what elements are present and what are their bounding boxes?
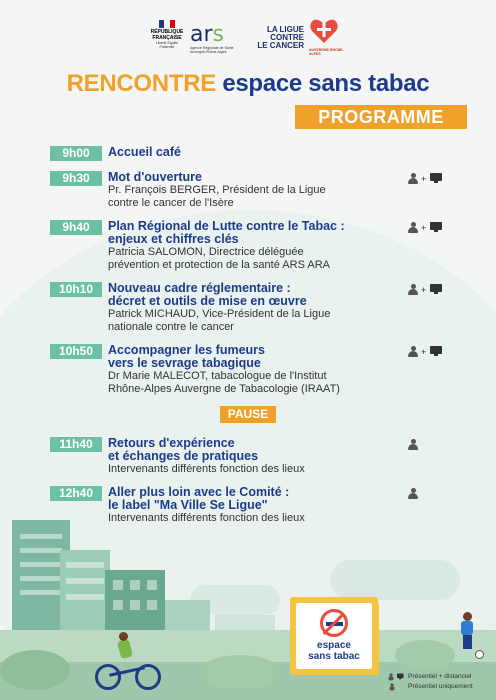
person-icon bbox=[388, 683, 396, 691]
cyclist-illustration bbox=[95, 632, 165, 692]
child-illustration bbox=[455, 612, 485, 662]
agenda-time: 12h40 bbox=[50, 486, 102, 501]
sign-line1: espace bbox=[317, 640, 351, 651]
person-icon bbox=[408, 439, 418, 450]
republique-line1: RÉPUBLIQUE bbox=[150, 29, 184, 35]
agenda-desc: prévention et protection de la santé ARS ARA bbox=[108, 258, 330, 271]
agenda-title: Retours d'expérience bbox=[108, 436, 235, 450]
person-icon bbox=[408, 222, 418, 233]
person-icon bbox=[408, 488, 418, 499]
legend-item-presentiel bbox=[388, 682, 492, 692]
cloud-shape bbox=[330, 560, 460, 600]
no-smoking-icon bbox=[320, 609, 348, 637]
title-word-rencontre: RENCONTRE bbox=[66, 70, 216, 97]
mode-presentiel-distanciel bbox=[406, 222, 452, 234]
republique-francaise-logo bbox=[150, 20, 184, 58]
ars-word-main: ar bbox=[190, 22, 213, 47]
agenda-title: vers le sevrage tabagique bbox=[108, 356, 261, 370]
agenda-desc: contre le cancer de l'Isère bbox=[108, 196, 234, 209]
agenda-title: et échanges de pratiques bbox=[108, 449, 259, 463]
person-icon bbox=[408, 284, 418, 295]
agenda-title: Mot d'ouverture bbox=[108, 170, 202, 184]
agenda-title: enjeux et chiffres clés bbox=[108, 232, 239, 246]
french-flag-icon bbox=[159, 20, 175, 28]
sign-line2: sans tabac bbox=[308, 651, 360, 662]
legend-label-presentiel: Présentiel uniquement bbox=[408, 683, 473, 690]
ars-sub: Agence Régionale de Santé Auvergne-Rhône-Alpes bbox=[190, 46, 234, 54]
person-icon bbox=[408, 346, 418, 357]
agenda-desc: Patricia SALOMON, Directrice déléguée bbox=[108, 246, 304, 258]
legend-label-both: Présentiel + distanciel bbox=[408, 673, 472, 680]
person-icon bbox=[408, 173, 418, 184]
agenda-desc: Pr. François BERGER, Président de la Ligue bbox=[108, 184, 326, 196]
plus-sign: + bbox=[421, 285, 427, 295]
screen-icon bbox=[430, 346, 442, 356]
screen-icon bbox=[430, 222, 442, 232]
agenda-time: 9h00 bbox=[50, 146, 102, 161]
ars-word-accent: s bbox=[212, 22, 224, 47]
bush bbox=[395, 640, 455, 670]
agenda-title: Plan Régional de Lutte contre le Tabac : bbox=[108, 219, 345, 233]
agenda-desc: Dr Marie MALECOT, tabacologue de l'Institut bbox=[108, 370, 327, 382]
ars-logo bbox=[190, 24, 246, 58]
mode-presentiel-distanciel bbox=[406, 173, 452, 185]
agenda-time: 10h10 bbox=[50, 282, 102, 297]
mode-presentiel bbox=[406, 488, 452, 500]
title-word-espace: espace sans tabac bbox=[222, 70, 430, 97]
ligue-contre-le-cancer-logo bbox=[254, 14, 350, 62]
programme-banner: PROGRAMME bbox=[295, 105, 467, 129]
plus-sign: + bbox=[421, 174, 427, 184]
agenda-desc: Intervenants différents fonction des lieux bbox=[108, 512, 305, 524]
agenda-desc: Intervenants différents fonction des lieux bbox=[108, 463, 305, 475]
bush bbox=[0, 650, 70, 690]
agenda-title: décret et outils de mise en œuvre bbox=[108, 294, 307, 308]
mode-presentiel-distanciel bbox=[406, 346, 452, 358]
agenda-desc: nationale contre le cancer bbox=[108, 320, 234, 333]
bush bbox=[200, 655, 280, 689]
plus-sign: + bbox=[421, 223, 427, 233]
agenda-title: Accueil café bbox=[108, 145, 181, 159]
espace-sans-tabac-sign bbox=[290, 597, 378, 675]
agenda-time: 10h50 bbox=[50, 344, 102, 359]
screen-icon bbox=[430, 284, 442, 294]
agenda-title: Nouveau cadre réglementaire : bbox=[108, 281, 291, 295]
agenda-time: 11h40 bbox=[50, 437, 102, 452]
agenda-time: 9h30 bbox=[50, 171, 102, 186]
plus-sign: + bbox=[421, 347, 427, 357]
agenda-desc: Rhône-Alpes Auvergne de Tabacologie (IRAAT) bbox=[108, 382, 340, 395]
ligue-region: AUVERGNE-RHÔNE-ALPES bbox=[309, 48, 344, 56]
pause-banner: PAUSE bbox=[220, 406, 276, 423]
page-title bbox=[0, 70, 496, 98]
legend-item-both bbox=[388, 672, 492, 682]
mode-presentiel-distanciel bbox=[406, 284, 452, 296]
agenda-desc: Patrick MICHAUD, Vice-Président de la Ligue bbox=[108, 308, 331, 320]
mode-presentiel bbox=[406, 439, 452, 451]
republique-motto: Liberté Égalité Fraternité bbox=[155, 41, 179, 49]
screen-icon bbox=[430, 173, 442, 183]
ligue-line1: LA LIGUE bbox=[266, 25, 304, 34]
ligue-line3: LE CANCER bbox=[257, 41, 304, 50]
agenda-time: 9h40 bbox=[50, 220, 102, 235]
republique-line2: FRANÇAISE bbox=[152, 34, 182, 41]
agenda-title: Aller plus loin avec le Comité : bbox=[108, 485, 290, 499]
agenda-title: Accompagner les fumeurs bbox=[108, 343, 265, 357]
ligue-line2: CONTRE bbox=[270, 33, 304, 42]
ligue-heart-icon bbox=[309, 16, 339, 46]
agenda-title: le label "Ma Ville Se Ligue" bbox=[108, 498, 268, 512]
legend bbox=[388, 672, 492, 692]
person-screen-icon bbox=[388, 673, 404, 681]
partner-logos bbox=[150, 14, 350, 62]
